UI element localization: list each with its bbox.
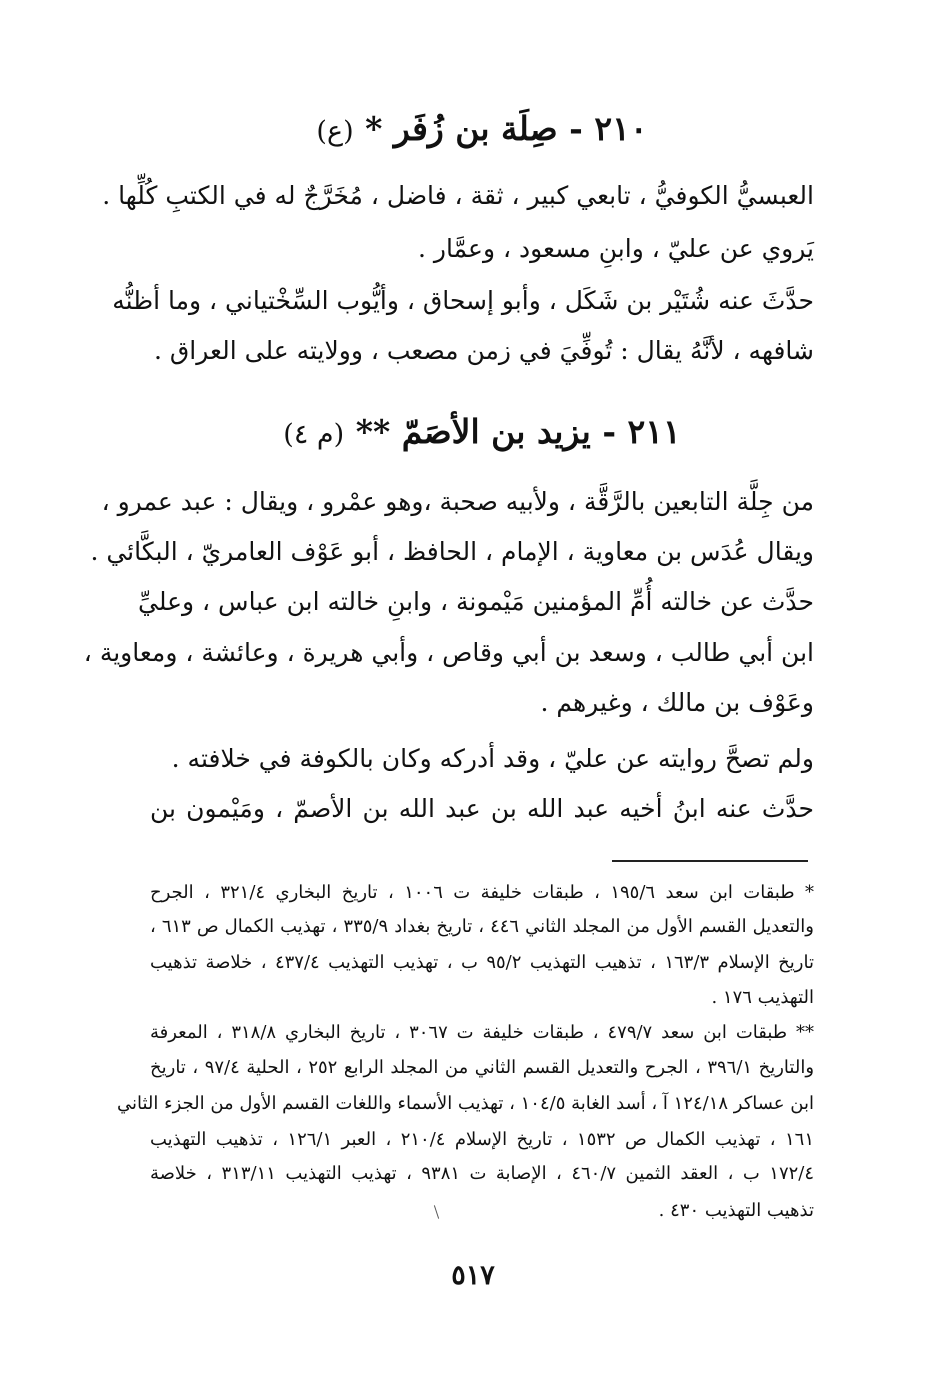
footnote-line: التهذيب ١٧٦ .	[711, 987, 814, 1008]
body-line: ابن أبي طالب ، وسعد بن أبي وقاص ، وأبي هريرة ، وعائشة ، ومعاوية ،	[83, 638, 814, 667]
footnote-line: * طبقات ابن سعد ١٩٥/٦ ، طبقات خليفة ت ١٠٠٦ ، تاريخ البخاري ٣٢١/٤ ، الجرح	[150, 882, 814, 903]
body-line: يَروي عن عليّ ، وابنِ مسعود ، وعمَّار .	[418, 234, 814, 263]
footnote-line: تاريخ الإسلام ١٦٣/٣ ، تذهيب التهذيب ٩٥/٢ ب ، تهذيب التهذيب ٤٣٧/٤ ، خلاصة تذهيب	[150, 952, 814, 973]
body-line: وعَوْف بن مالك ، وغيرهم .	[540, 688, 814, 717]
body-line: حدَّث عنه ابنُ أخيه عبد الله بن عبد الله بن الأصمّ ، ومَيْمون بن	[150, 794, 814, 823]
footnote-line: ١٦١ ، تهذيب الكمال ص ١٥٣٢ ، تاريخ الإسلام ٢١٠/٤ ، العبر ١٢٦/١ ، تذهيب التهذيب	[150, 1129, 814, 1150]
body-line: ولم تصحَّ روايته عن عليّ ، وقد أدركه وكان بالكوفة في خلافته .	[171, 744, 814, 773]
footnote-separator	[612, 860, 808, 862]
entry-tag: (ع)	[316, 116, 354, 147]
entry-heading-211	[150, 410, 814, 457]
entry-title: ٢١١ - يزيد بن الأصَمّ **	[355, 412, 681, 451]
body-line: ويقال عُدَس بن معاوية ، الإمام ، الحافظ ، أبو عَوْف العامريّ ، البكَّائي .	[90, 537, 814, 566]
entry-title: ٢١٠ - صِلَة بن زُفَر *	[365, 109, 648, 148]
footnote-line: تذهيب التهذيب ٤٣٠ .	[658, 1200, 814, 1221]
body-line: شافهه ، لأنَّهُ يقال : تُوفِّيَ في زمن مصعب ، وولايته على العراق .	[154, 336, 814, 365]
page-number: ٥١٧	[451, 1260, 495, 1291]
footnote-line: ** طبقات ابن سعد ٤٧٩/٧ ، طبقات خليفة ت ٣٠٦٧ ، تاريخ البخاري ٣١٨/٨ ، المعرفة	[150, 1022, 814, 1043]
entry-heading-210	[150, 107, 814, 154]
footnote-line: والتاريخ ٣٩٦/١ ، الجرح والتعديل القسم الثاني من المجلد الرابع ٢٥٢ ، الحلية ٩٧/٤ ، تاريخ	[150, 1057, 815, 1078]
entry-tag: (م ٤)	[283, 419, 345, 450]
footnote-line: ١٧٢/٤ ب ، العقد الثمين ٤٦٠/٧ ، الإصابة ت ٩٣٨١ ، تهذيب التهذيب ٣١٣/١١ ، خلاصة	[150, 1163, 815, 1184]
body-line: من جِلَّة التابعين بالرَّقَّة ، ولأبيه صحبة ،وهو عمْرو ، ويقال : عبد عمرو ،	[101, 487, 814, 516]
footnote-line: والتعديل القسم الأول من المجلد الثاني ٤٤٦ ، تاريخ بغداد ٣٣٥/٩ ، تهذيب الكمال ص ٦١٣ ،	[150, 916, 814, 937]
body-line: حدَّثَ عنه شُتَيْر بن شَكَل ، وأبو إسحاق ، وأيُّوب السِّخْتياني ، وما أظنُّه	[112, 286, 814, 315]
body-line: حدَّث عن خالته أُمِّ المؤمنين مَيْمونة ، وابنِ خالته ابن عباس ، وعليِّ	[137, 587, 814, 616]
body-line: العبسيُّ الكوفيُّ ، تابعي كبير ، ثقة ، فاضل ، مُخَرَّجٌ له في الكتبِ كُلِّها .	[102, 181, 814, 210]
footnote-line: ابن عساكر ١٢٤/١٨ آ ، أسد الغابة ١٠٤/٥ ، تهذيب الأسماء واللغات القسم الأول من الجزء الثاني	[117, 1093, 814, 1114]
